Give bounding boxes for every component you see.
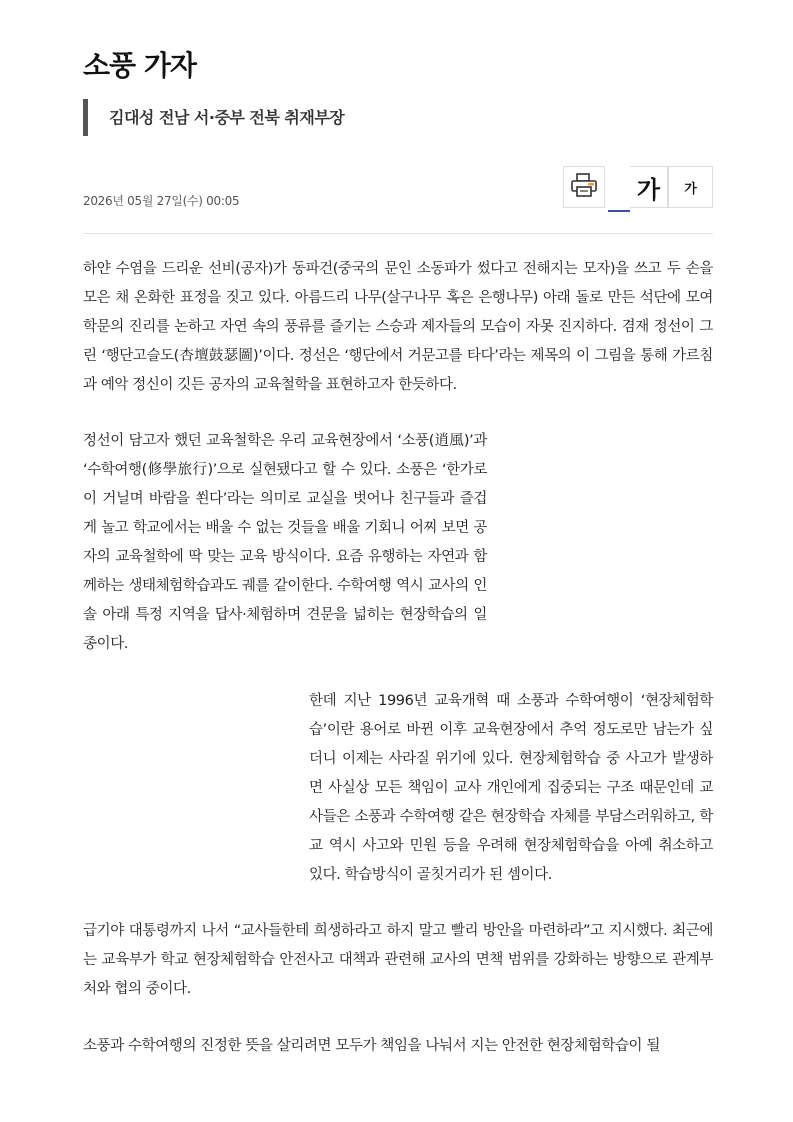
page-title: 소풍 가자 <box>83 49 196 82</box>
article-paragraph-2: 정선이 담고자 했던 교육철학은 우리 교육현장에서 ‘소풍(逍風)’과 ‘수학여행(修學旅行)’으로 실현됐다고 할 수 있다. 소풍은 ‘한가로이 거닐며 바람을 쐰다’라는 의미로 교실을 벗어나 친구들과 즐겁게 놀고 학교에서는 배울 수 없는 것들을 배울 기회니 어찌 보면 공자의 교육철학에 딱 맞는 교육 방식이다. 요즘 유행하는 자연과 함께하는 생태체험학습과도 궤를 같이한다. 수학여행 역시 교사의 인솔 아래 특정 지역을 답사·체험하며 견문을 넓히는 현장학습의 일종이다. <box>83 433 487 652</box>
toolbar-underline <box>608 210 630 212</box>
article-toolbar <box>563 166 713 212</box>
font-decrease-button[interactable]: 가 <box>668 166 713 208</box>
print-button[interactable] <box>563 166 605 208</box>
publish-date: 2026년 05월 27일(수) 00:05 <box>83 194 240 208</box>
printer-icon <box>570 172 598 202</box>
article-paragraph-5: 소풍과 수학여행의 진정한 뜻을 살리려면 모두가 책임을 나눠서 지는 안전한 현장체험학습이 될 <box>83 1038 660 1054</box>
article-paragraph-4: 급기야 대통령까지 나서 “교사들한테 희생하라고 하지 말고 빨리 방안을 마련하라”고 지시했다. 최근에는 교육부가 학교 현장체험학습 안전사고 대책과 관련해 교사의 면책 범위를 강화하는 방향으로 관계부처와 협의 중이다. <box>83 923 713 997</box>
byline: 김대성 전남 서·중부 전북 취재부장 <box>83 99 344 136</box>
header-divider <box>83 233 713 234</box>
font-increase-button[interactable]: 가 <box>630 166 668 208</box>
article-paragraph-1: 하얀 수염을 드리운 선비(공자)가 동파건(중국의 문인 소동파가 썼다고 전해지는 모자)을 쓰고 두 손을 모은 채 온화한 표정을 짓고 있다. 아름드리 나무(살구나무 혹은 은행나무) 아래 돌로 만든 석단에 모여 학문의 진리를 논하고 자연 속의 풍류를 즐기는 스승과 제자들의 모습이 자못 진지하다. 겸재 정선이 그린 ‘행단고슬도(杏壇鼓瑟圖)’이다. 정선은 ‘행단에서 거문고를 타다’라는 제목의 이 그림을 통해 가르침과 예악 정신이 깃든 공자의 교육철학을 표현하고자 한듯하다. <box>83 261 713 393</box>
article-paragraph-3: 한데 지난 1996년 교육개혁 때 소풍과 수학여행이 ‘현장체험학습’이란 용어로 바뀐 이후 교육현장에서 추억 정도로만 남는가 싶더니 이제는 사라질 위기에 있다. 현장체험학습 중 사고가 발생하면 사실상 모든 책임이 교사 개인에게 집중되는 구조 때문인데 교사들은 소풍과 수학여행 같은 현장학습 자체를 부담스러워하고, 학교 역시 사고와 민원 등을 우려해 현장체험학습을 아예 취소하고 있다. 학습방식이 골칫거리가 된 셈이다. <box>309 693 713 883</box>
